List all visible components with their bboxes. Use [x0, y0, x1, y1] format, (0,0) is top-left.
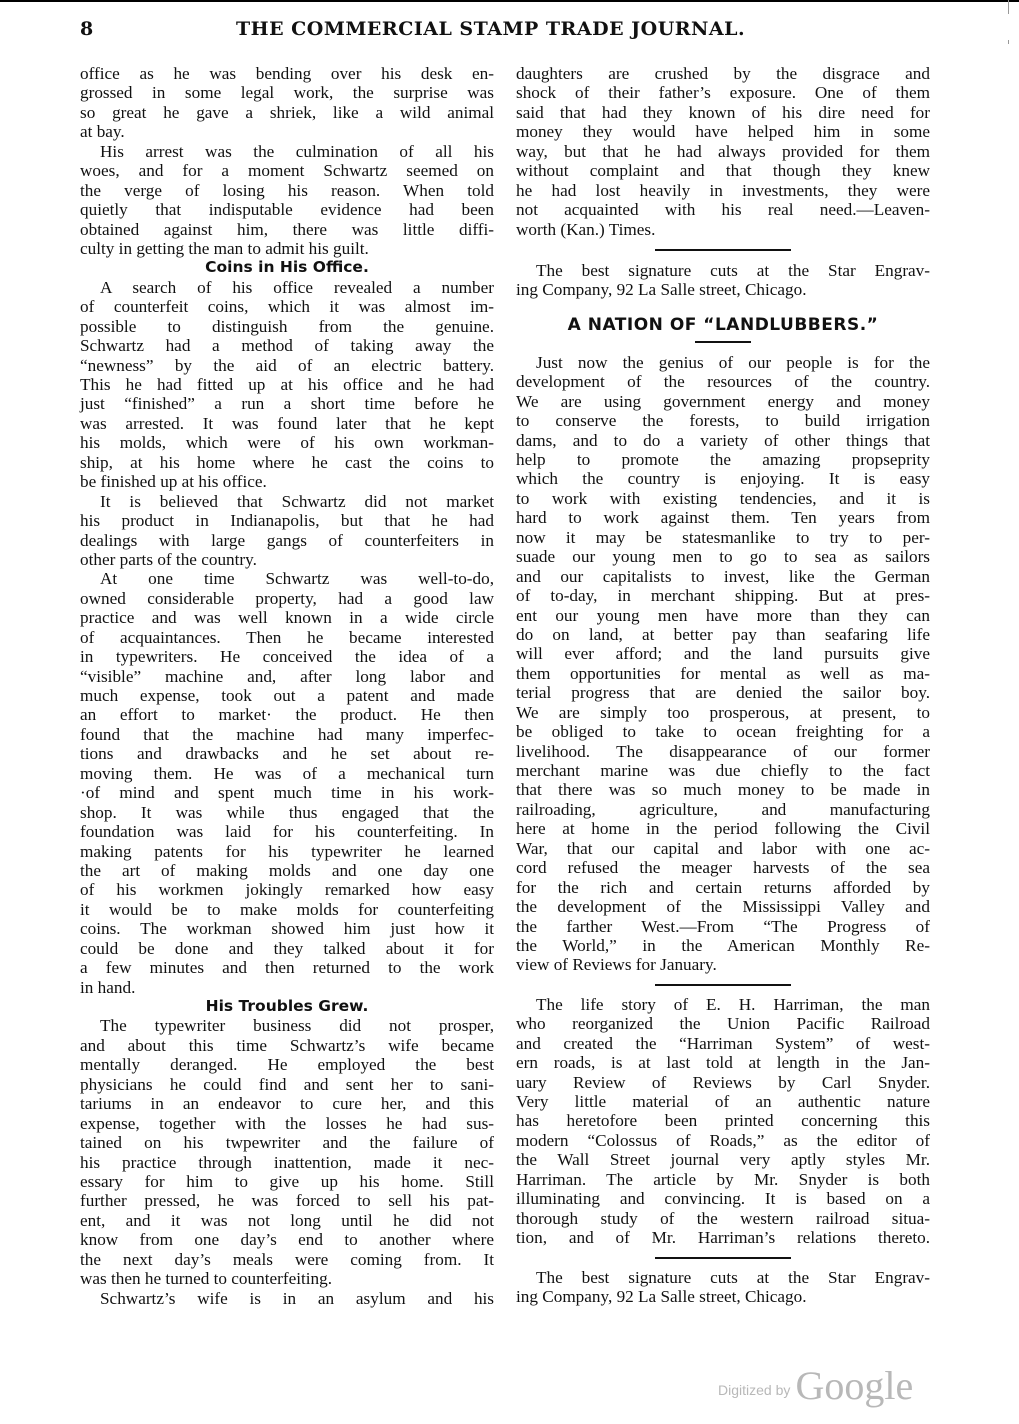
text-line: much expense, took out a patent and made	[80, 686, 494, 705]
text-line: practice and was well known in a wide circle	[80, 608, 494, 628]
paragraph	[80, 569, 494, 997]
paragraph	[516, 64, 930, 239]
text-line: coins. The workman showed him just how it	[80, 919, 494, 939]
text-line: will ever afford; and the land pursuits give	[516, 644, 930, 664]
spacer	[516, 986, 930, 995]
text-line: has heretofore been printed concerning this	[516, 1111, 930, 1131]
text-line: know from one day’s end to another where	[80, 1230, 494, 1250]
text-line: which the country is enjoying. It is easy	[516, 469, 930, 489]
text-line: worth (Kan.) Times.	[516, 219, 656, 239]
text-line: Very little material of an authentic nature	[516, 1092, 930, 1111]
text-line: way, but that he had always provided for them	[516, 141, 930, 161]
page-number: 8	[80, 18, 94, 40]
paragraph	[80, 492, 494, 570]
advertisement	[516, 1268, 930, 1307]
text-line: War, that our capital and labor with one ac-	[516, 838, 930, 858]
text-line: the art of making molds and one day one	[80, 860, 494, 880]
text-line: of counterfeit coins, which it was almost im-	[80, 297, 494, 317]
paragraph	[80, 1016, 494, 1288]
text-line: of to-day, in merchant shipping. But at pres-	[516, 586, 930, 606]
text-line: office as he was bending over his desk en-	[80, 64, 494, 83]
text-line: them opportunities for mental as well as ma-	[516, 663, 930, 683]
watermark-prefix: Digitized by	[718, 1382, 791, 1398]
text-line: “newness” by the aid of an electric battery.	[80, 355, 494, 375]
text-line: mentally deranged. He employed the best	[80, 1055, 494, 1075]
text-line: tion, and of Mr. Harriman’s relations thereto.	[516, 1228, 930, 1248]
text-line: Just now the genius of our people is for the	[536, 352, 930, 372]
spacer	[516, 251, 930, 261]
text-line: his molds, which were of his own workman-	[80, 433, 494, 453]
text-line: who reorganized the Union Pacific Railroad	[516, 1014, 930, 1034]
text-line: it would be to make molds for counterfeiting	[80, 899, 494, 919]
text-line: be obliged to take to ocean freighting for a	[516, 722, 930, 742]
text-line: that there was so much money to be made in	[516, 780, 930, 800]
page-header	[80, 18, 950, 46]
text-line: His arrest was the culmination of all his	[100, 141, 494, 161]
text-line: expense, together with the losses he had sus-	[80, 1113, 494, 1133]
text-line: could be done and they talked about it for	[80, 938, 494, 958]
text-line: thorough study of the western railroad situa-	[516, 1208, 930, 1228]
text-line: now it may be statesmanlike to try to per-	[516, 527, 930, 547]
text-line: physicians he could find and sent her to sani-	[80, 1074, 494, 1094]
text-line: culty in getting the man to admit his guilt.	[80, 238, 369, 258]
text-line: money they would have helped him in some	[516, 122, 930, 142]
text-line: ing Company, 92 La Salle street, Chicago.	[516, 1286, 807, 1306]
text-line: do on land, at better pay than seafaring life	[516, 624, 930, 644]
text-line: possible to distinguish from the genuine.	[80, 316, 494, 336]
text-line: for the rich and certain returns afforded by	[516, 877, 930, 897]
text-line: It is believed that Schwartz did not market	[100, 491, 494, 511]
text-line: in typewriters. He conceived the idea of a	[80, 647, 494, 667]
paragraph	[80, 64, 494, 142]
digitized-watermark	[718, 1362, 913, 1409]
paragraph	[80, 278, 494, 492]
text-line: making patents for his typewriter he learned	[80, 841, 494, 861]
text-line: owned considerable property, had a good law	[80, 588, 494, 608]
text-line: his practice through inattention, made it nec-	[80, 1152, 494, 1172]
text-line: daughters are crushed by the disgrace and	[516, 64, 930, 83]
spacer	[516, 239, 930, 249]
text-line: further pressed, he was forced to sell his pat-	[80, 1191, 494, 1211]
text-line: uary Review of Reviews by Carl Snyder.	[516, 1072, 930, 1092]
text-line: tariums in an endeavor to cure her, and this	[80, 1094, 494, 1114]
paragraph	[516, 353, 930, 975]
text-line: terial progress that are denied the sailor boy.	[516, 683, 930, 703]
top-border	[0, 0, 1019, 2]
text-line: At one time Schwartz was well-to-do,	[100, 569, 494, 589]
spacer	[516, 975, 930, 984]
text-line: hard to work against them. Ten years from	[516, 508, 930, 528]
text-line: moving them. He was of a mechanical turn	[80, 763, 494, 783]
text-line: the Wall Street journal very aptly styles Mr.	[516, 1150, 930, 1170]
text-line: a few minutes and then returned to the work	[80, 958, 494, 978]
text-line: of acquaintances. Then he became interested	[80, 627, 494, 647]
text-line: ·of mind and spent much time in his work-	[80, 783, 494, 803]
text-line: help to promote the amazing propseprity	[516, 450, 930, 469]
text-line: said that had they known of his dire need for	[516, 102, 930, 122]
left-column	[80, 64, 494, 1308]
article-title: A NATION OF “LANDLUBBERS.”	[567, 314, 879, 335]
text-line: the World,” in the American Monthly Re-	[516, 935, 930, 955]
text-line: so great he gave a shriek, like a wild animal	[80, 102, 494, 122]
text-line: tained on his twpewriter and the failure of	[80, 1133, 494, 1153]
text-line: livelihood. The disappearance of our former	[516, 741, 930, 761]
text-line: woes, and for a moment Schwartz seemed on	[80, 161, 494, 181]
text-line: and our capitalists to invest, like the German	[516, 566, 930, 586]
text-line: obtained against him, there was little diffi-	[80, 219, 494, 239]
text-line: shock of their father’s exposure. One of them	[516, 83, 930, 103]
text-line: railroading, agriculture, and manufacturing	[516, 799, 930, 819]
text-line: other parts of the country.	[80, 549, 257, 569]
text-line: ship, at his home where he cast the coins to	[80, 452, 494, 472]
text-line: We are simply too prosperous, at present, to	[516, 702, 930, 722]
journal-title: THE COMMERCIAL STAMP TRADE JOURNAL.	[236, 18, 746, 40]
text-line: just “finished” a run a short time before he	[80, 394, 494, 414]
text-line: and created the “Harriman System” of west-	[516, 1033, 930, 1053]
text-line: The best signature cuts at the Star Engrav-	[536, 260, 930, 280]
text-line: modern “Colossus of Roads,” as the editor of	[516, 1130, 930, 1150]
text-line: This he had fitted up at his office and he had	[80, 375, 494, 394]
text-line: was arrested. It was found later that he kept	[80, 413, 494, 433]
text-line: his product in Indianapolis, but that he had	[80, 511, 494, 531]
paragraph	[80, 1289, 494, 1308]
scan-edge-mark	[1008, 40, 1009, 44]
text-line: an effort to market· the product. He then	[80, 705, 494, 725]
spacer	[516, 1259, 930, 1268]
text-line: he had lost heavily in investments, they were	[516, 180, 930, 200]
text-line: was then he turned to counterfeiting.	[80, 1269, 333, 1289]
text-line: dealings with large gangs of counterfeiters in	[80, 530, 494, 550]
text-line: the next day’s meals were coming from. It	[80, 1249, 494, 1269]
text-line: found that the machine had many imperfec-	[80, 724, 494, 744]
text-line: ent our young men have more than they can	[516, 605, 930, 625]
text-line: tions and drawbacks and he set about re-	[80, 744, 494, 764]
paragraph	[516, 995, 930, 1248]
text-line: foundation was laid for his counterfeiting. In	[80, 822, 494, 842]
text-line: here at home in the period following the Civil	[516, 819, 930, 839]
text-line: the verge of losing his reason. When told	[80, 180, 494, 200]
text-line: quietly that indisputable evidence had been	[80, 200, 494, 220]
spacer	[516, 1248, 930, 1257]
text-line: cord refused the meager harvests of the sea	[516, 858, 930, 878]
text-line: to conserve the forests, to build irrigation	[516, 411, 930, 431]
text-line: “visible” machine and, after long labor and	[80, 666, 494, 686]
text-line: view of Reviews for January.	[516, 955, 717, 975]
text-line: We are using government energy and money	[516, 391, 930, 411]
paragraph	[80, 142, 494, 259]
google-logo: Google	[795, 1363, 914, 1408]
text-line: in hand.	[80, 977, 136, 997]
text-line: at bay.	[80, 122, 125, 142]
text-line: Harriman. The article by Mr. Snyder is both	[516, 1169, 930, 1189]
text-line: of his workmen jokingly remarked how easy	[80, 880, 494, 900]
text-line: shop. It was while thus engaged that the	[80, 802, 494, 822]
text-line: to work with existing tendencies, and it is	[516, 488, 930, 508]
text-line: the farther West.—From “The Progress of	[516, 916, 930, 936]
scan-edge-mark	[1008, 0, 1009, 14]
text-line: merchant marine was due chiefly to the fact	[516, 761, 930, 780]
subheading: His Troubles Grew.	[205, 997, 369, 1015]
spacer	[516, 343, 930, 353]
text-line: The typewriter business did not prosper,	[100, 1016, 494, 1036]
text-line: Schwartz had a method of taking away the	[80, 336, 494, 356]
text-line: not acquainted with his real need.—Leaven-	[516, 200, 930, 220]
advertisement	[516, 261, 930, 300]
right-column	[516, 64, 930, 1306]
text-line: grossed in some legal work, the surprise was	[80, 83, 494, 103]
text-line: without complaint and that though they knew	[516, 161, 930, 181]
text-line: ent, and it was not long until he did not	[80, 1210, 494, 1230]
text-line: ing Company, 92 La Salle street, Chicago.	[516, 280, 807, 300]
text-line: Schwartz’s wife is in an asylum and his	[100, 1288, 494, 1308]
text-line: The best signature cuts at the Star Engrav-	[536, 1267, 930, 1287]
text-line: ern roads, is at last told at length in the Jan-	[516, 1053, 930, 1073]
text-line: development of the resources of the country.	[516, 372, 930, 392]
text-line: illuminating and convincing. It is based on a	[516, 1189, 930, 1209]
text-line: and about this time Schwartz’s wife became	[80, 1035, 494, 1055]
text-line: be finished up at his office.	[80, 472, 267, 492]
text-line: dams, and to do a variety of other things that	[516, 430, 930, 450]
text-line: The life story of E. H. Harriman, the man	[536, 994, 930, 1014]
text-line: A search of his office revealed a number	[100, 277, 494, 297]
subheading: Coins in His Office.	[205, 258, 369, 277]
spacer	[516, 300, 930, 314]
text-line: the development of the Mississippi Valley and	[516, 897, 930, 917]
text-line: essary for him to give up his home. Still	[80, 1171, 494, 1191]
text-line: suade our young men to go to sea as sailors	[516, 547, 930, 567]
